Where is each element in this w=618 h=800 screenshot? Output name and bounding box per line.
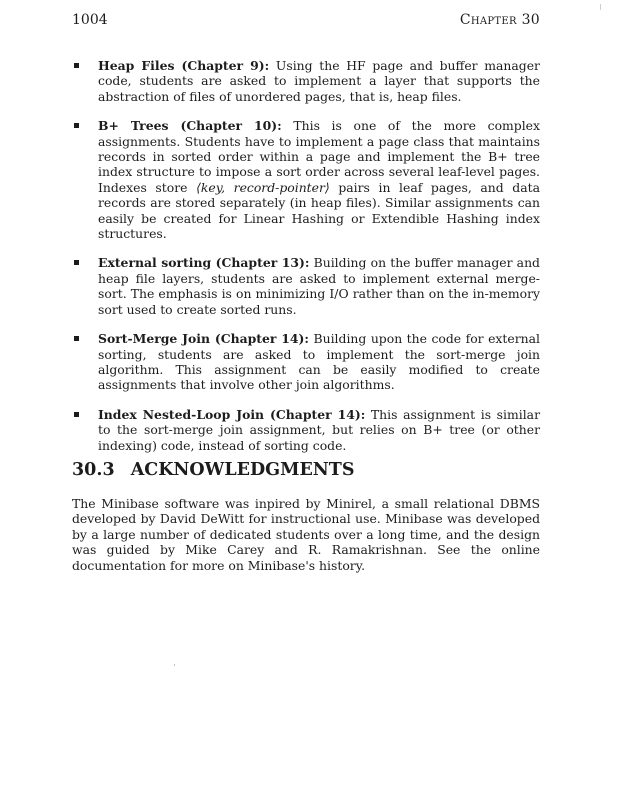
item-body: Using the HF page and buffer manager code, students are asked to implement a layer that supports the abstraction of files of unordered pages, that is, heap files. <box>98 58 540 104</box>
list-item <box>72 255 540 317</box>
corner-speck <box>600 4 601 10</box>
section-heading <box>72 460 540 480</box>
bullet-square-icon <box>74 412 79 417</box>
bullet-square-icon <box>74 63 79 68</box>
item-body: Building on the buffer manager and heap file layers, students are asked to implement external merge-sort. The emphasis is on minimizing I/O rather than on the in-memory sort used to create sorted runs. <box>98 255 540 317</box>
bullet-square-icon <box>74 123 79 128</box>
section-number: 30.3 <box>72 460 115 480</box>
item-title: Sort-Merge Join (Chapter 14): <box>98 331 309 347</box>
item-title: B+ Trees (Chapter 10): <box>98 118 282 134</box>
list-item <box>72 58 540 104</box>
page-number: 1004 <box>72 12 108 28</box>
item-body: Building upon the code for external sorting, students are asked to implement the sort-merge join algorithm. This assignment can be easily modified to create assignments that involve other join algorithms. <box>98 331 540 393</box>
scan-speck <box>174 664 175 666</box>
item-title: External sorting (Chapter 13): <box>98 255 310 271</box>
list-item <box>72 331 540 393</box>
section-title: ACKNOWLEDGMENTS <box>130 460 355 480</box>
chapter-label: Chapter 30 <box>459 12 540 28</box>
list-item <box>72 118 540 241</box>
acknowledgments-paragraph: The Minibase software was inpired by Minirel, a small relational DBMS developed by David DeWitt for instructional use. Minibase was developed by a large number of dedicated students over a long time, and the design was guided by Mike Carey and R. Ramakrishnan. See the online documentation for more on Minibase's history. <box>72 496 540 573</box>
bullet-square-icon <box>74 260 79 265</box>
item-title: Index Nested-Loop Join (Chapter 14): <box>98 406 366 422</box>
item-body-italic: ⟨key, record-pointer⟩ <box>196 179 330 195</box>
item-body: This is one of the more complex assignments. Students have to implement a page class that maintains records in sorted order within a page and implement the B+ tree index structure to impose a sort order across several leaf-level pages. Indexes store <box>98 118 540 195</box>
running-head <box>72 12 540 32</box>
list-item <box>72 407 540 453</box>
item-title: Heap Files (Chapter 9): <box>98 58 270 73</box>
assignment-list <box>72 58 540 467</box>
item-body-continued: pairs in leaf pages, and data records are stored separately (in heap files). Similar assignments can easily be created for Linear Hashing or Extendible Hashing index structures. <box>98 179 540 242</box>
item-body: This assignment is similar to the sort-merge join assignment, but relies on B+ tree (or other indexing) code, instead of sorting code. <box>98 406 540 453</box>
bullet-square-icon <box>74 336 79 341</box>
